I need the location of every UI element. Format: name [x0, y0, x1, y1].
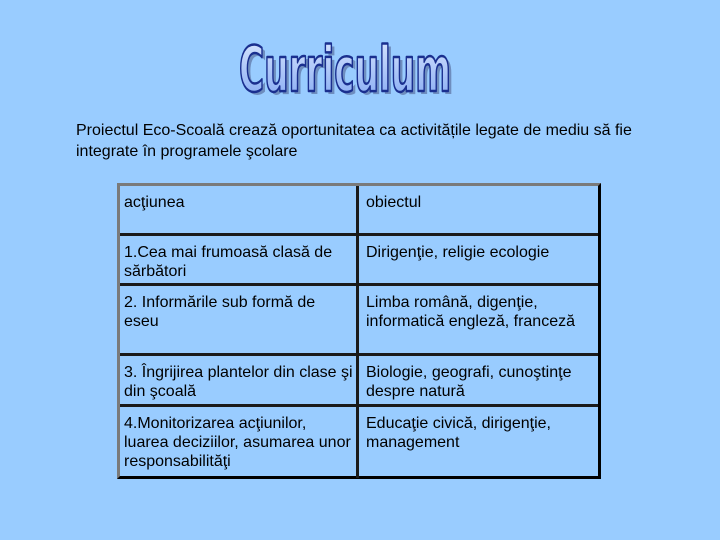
subject-cell: Educaţie civică, dirigenţie, management [366, 415, 551, 451]
table-row [120, 356, 598, 407]
subject-cell: Dirigenţie, religie ecologie [359, 236, 598, 286]
header-cell-actiune: acţiunea [120, 186, 359, 236]
table-header-row [120, 186, 598, 236]
action-cell: 4.Monitorizarea acţiunilor, luarea deciziilor, asumarea unor responsabilităţi [120, 407, 359, 478]
title-shadow: Curriculum [242, 38, 454, 100]
action-cell: 1.Cea mai frumoasă clasă de sărbători [120, 236, 359, 286]
header-cell-obiect: obiectul [359, 186, 598, 236]
subject-cell: Limba română, digenţie, informatică engleză, franceză [359, 286, 598, 356]
table-row [120, 407, 598, 478]
table-row [120, 236, 598, 286]
title-wordart [238, 38, 460, 100]
title-text: Curriculum [239, 38, 451, 100]
action-cell: 2. Informările sub formă de eseu [120, 286, 359, 356]
subject-cell: Biologie, geografi, cunoştinţe despre natură [359, 356, 598, 407]
page-title [238, 38, 460, 100]
curriculum-table-frame [117, 183, 601, 479]
intro-text: Proiectul Eco-Scoală crează oportunitatea ca activitățile legate de mediu să fie integrate în programele şcolare [76, 122, 632, 160]
action-cell: 3. Îngrijirea plantelor din clase şi din şcoală [120, 356, 359, 407]
table-row [120, 286, 598, 356]
curriculum-table [120, 186, 598, 478]
